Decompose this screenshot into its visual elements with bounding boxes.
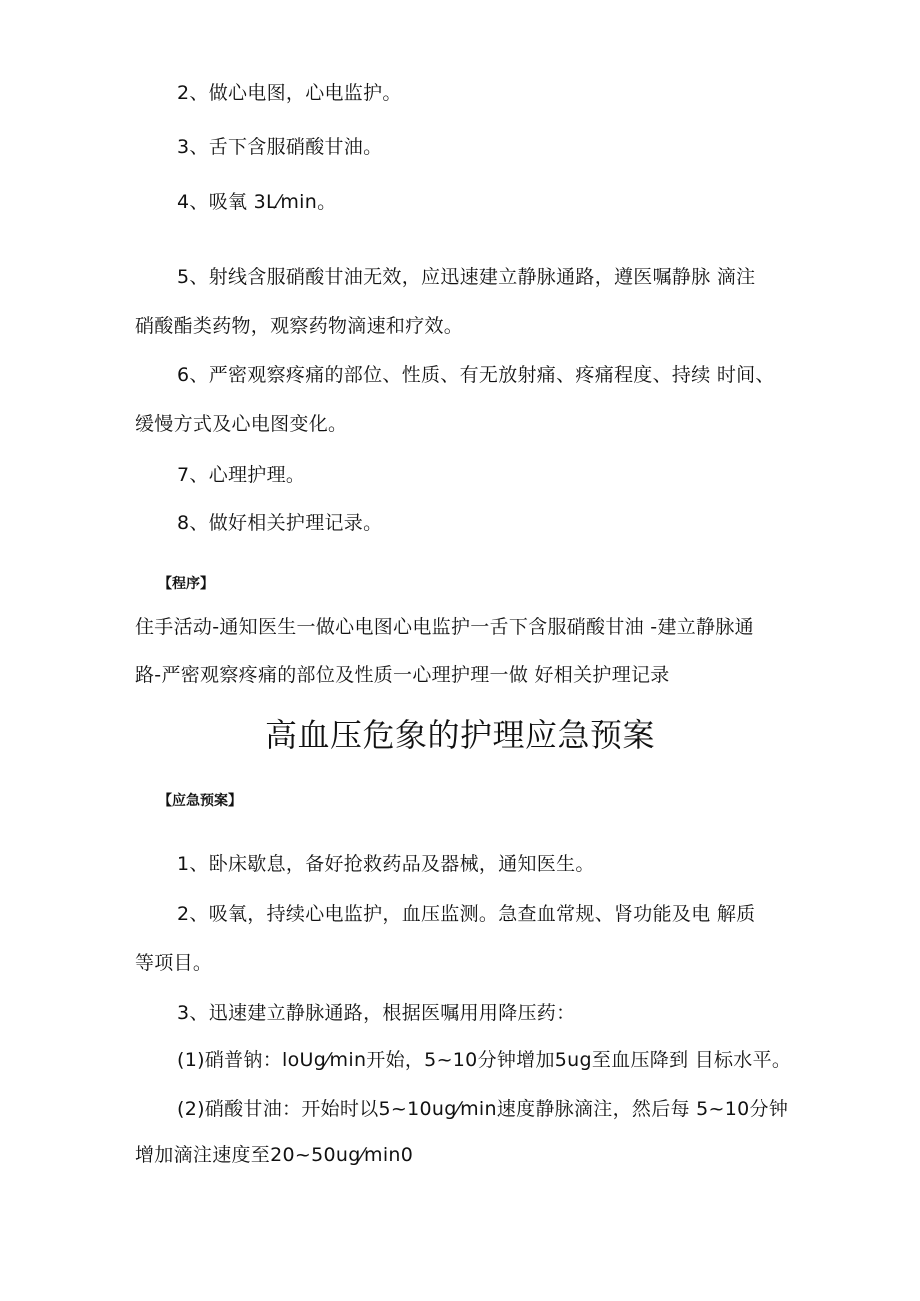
- list-sub-item: (1)硝普钠：loUg⁄min开始，5~10分钟增加5ug至血压降到 目标水平。: [177, 1049, 792, 1071]
- list-item: 5、射线含服硝酸甘油无效，应迅速建立静脉通路，遵医嘱静脉 滴注: [177, 266, 756, 288]
- emergency-plan-label: 【应急预案】: [158, 793, 242, 809]
- list-item-continuation: 等项目。: [135, 952, 213, 974]
- list-item-continuation: 增加滴注速度至20~50ug⁄min0: [135, 1144, 414, 1166]
- list-sub-item: (2)硝酸甘油：开始时以5~10ug⁄min速度静脉滴注，然后每 5~10分钟: [177, 1098, 789, 1120]
- list-item: 1、卧床歇息，备好抢救药品及器械，通知医生。: [177, 853, 595, 875]
- list-item: 2、吸氧，持续心电监护，血压监测。急查血常规、肾功能及电 解质: [177, 903, 756, 925]
- list-item: 2、做心电图，心电监护。: [177, 82, 402, 104]
- section-title: 高血压危象的护理应急预案: [264, 716, 655, 754]
- list-item: 7、心理护理。: [177, 464, 306, 486]
- list-item: 8、做好相关护理记录。: [177, 512, 383, 534]
- procedure-line: 路-严密观察疼痛的部位及性质一心理护理一做 好相关护理记录: [135, 664, 670, 686]
- list-item-continuation: 缓慢方式及心电图变化。: [135, 413, 348, 435]
- list-item: 4、吸氧 3L⁄min。: [177, 191, 337, 213]
- procedure-line: 住手活动-通知医生一做心电图心电监护一舌下含服硝酸甘油 -建立静脉通: [135, 616, 754, 638]
- list-item: 3、舌下含服硝酸甘油。: [177, 136, 383, 158]
- procedure-label: 【程序】: [158, 576, 214, 592]
- list-item: 3、迅速建立静脉通路，根据医嘱用用降压药：: [177, 1002, 576, 1024]
- list-item: 6、严密观察疼痛的部位、性质、有无放射痛、疼痛程度、持续 时间、: [177, 364, 775, 386]
- list-item-continuation: 硝酸酯类药物，观察药物滴速和疗效。: [135, 315, 464, 337]
